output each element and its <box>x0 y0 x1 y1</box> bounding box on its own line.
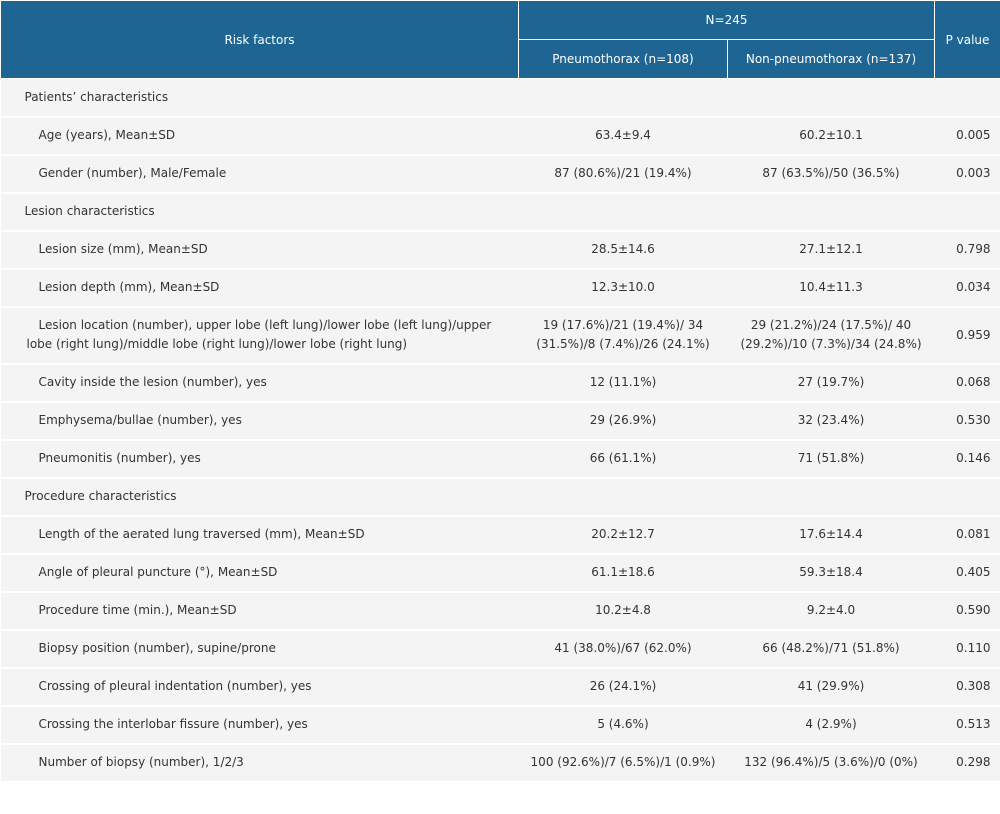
header-n-total: N=245 <box>519 1 935 40</box>
table-row <box>1 307 1000 364</box>
section-label: Lesion characteristics <box>1 193 519 231</box>
p-value: 0.110 <box>935 630 1000 668</box>
p-value: 0.959 <box>935 307 1000 364</box>
p-value: 0.005 <box>935 117 1000 155</box>
header-risk-factors: Risk factors <box>1 1 519 79</box>
pneumothorax-value: 26 (24.1%) <box>519 668 728 706</box>
table-row <box>1 668 1000 706</box>
pneumothorax-value: 5 (4.6%) <box>519 706 728 744</box>
pneumothorax-value: 28.5±14.6 <box>519 231 728 269</box>
table-row <box>1 155 1000 193</box>
pneumothorax-value: 12 (11.1%) <box>519 364 728 402</box>
risk-factor-label: Lesion location (number), upper lobe (left lung)/lower lobe (left lung)/upper lobe (right lung)/middle lobe (right lung)/lower lobe (right lung) <box>1 307 519 364</box>
p-value: 0.405 <box>935 554 1000 592</box>
section-p-value-cell <box>935 478 1000 516</box>
section-pneumothorax-cell <box>519 79 728 117</box>
non-pneumothorax-value: 66 (48.2%)/71 (51.8%) <box>728 630 935 668</box>
pneumothorax-value: 20.2±12.7 <box>519 516 728 554</box>
section-row <box>1 478 1000 516</box>
pneumothorax-value: 10.2±4.8 <box>519 592 728 630</box>
p-value: 0.081 <box>935 516 1000 554</box>
risk-factor-label: Biopsy position (number), supine/prone <box>1 630 519 668</box>
risk-factor-label: Pneumonitis (number), yes <box>1 440 519 478</box>
table-row <box>1 269 1000 307</box>
non-pneumothorax-value: 32 (23.4%) <box>728 402 935 440</box>
table-row <box>1 440 1000 478</box>
non-pneumothorax-value: 60.2±10.1 <box>728 117 935 155</box>
pneumothorax-value: 12.3±10.0 <box>519 269 728 307</box>
table-header <box>1 1 1000 79</box>
section-label: Procedure characteristics <box>1 478 519 516</box>
risk-factor-label: Lesion size (mm), Mean±SD <box>1 231 519 269</box>
section-pneumothorax-cell <box>519 478 728 516</box>
pneumothorax-value: 100 (92.6%)/7 (6.5%)/1 (0.9%) <box>519 744 728 782</box>
risk-factor-label: Age (years), Mean±SD <box>1 117 519 155</box>
p-value: 0.590 <box>935 592 1000 630</box>
table-row <box>1 706 1000 744</box>
non-pneumothorax-value: 17.6±14.4 <box>728 516 935 554</box>
non-pneumothorax-value: 41 (29.9%) <box>728 668 935 706</box>
section-non-pneumothorax-cell <box>728 478 935 516</box>
header-pneumothorax: Pneumothorax (n=108) <box>519 40 728 79</box>
table-row <box>1 231 1000 269</box>
section-row <box>1 193 1000 231</box>
non-pneumothorax-value: 4 (2.9%) <box>728 706 935 744</box>
section-non-pneumothorax-cell <box>728 79 935 117</box>
risk-factor-label: Crossing the interlobar fissure (number), yes <box>1 706 519 744</box>
risk-factor-label: Length of the aerated lung traversed (mm), Mean±SD <box>1 516 519 554</box>
non-pneumothorax-value: 27 (19.7%) <box>728 364 935 402</box>
table-row <box>1 364 1000 402</box>
p-value: 0.003 <box>935 155 1000 193</box>
table-body <box>1 79 1000 782</box>
p-value: 0.068 <box>935 364 1000 402</box>
p-value: 0.298 <box>935 744 1000 782</box>
pneumothorax-value: 66 (61.1%) <box>519 440 728 478</box>
pneumothorax-value: 41 (38.0%)/67 (62.0%) <box>519 630 728 668</box>
pneumothorax-value: 29 (26.9%) <box>519 402 728 440</box>
p-value: 0.034 <box>935 269 1000 307</box>
table-row <box>1 630 1000 668</box>
table-row <box>1 744 1000 782</box>
risk-factor-label: Gender (number), Male/Female <box>1 155 519 193</box>
non-pneumothorax-value: 71 (51.8%) <box>728 440 935 478</box>
risk-factor-label: Angle of pleural puncture (°), Mean±SD <box>1 554 519 592</box>
risk-factor-label: Crossing of pleural indentation (number), yes <box>1 668 519 706</box>
p-value: 0.530 <box>935 402 1000 440</box>
non-pneumothorax-value: 27.1±12.1 <box>728 231 935 269</box>
table-row <box>1 117 1000 155</box>
risk-factor-label: Lesion depth (mm), Mean±SD <box>1 269 519 307</box>
table-row <box>1 592 1000 630</box>
pneumothorax-value: 63.4±9.4 <box>519 117 728 155</box>
non-pneumothorax-value: 59.3±18.4 <box>728 554 935 592</box>
p-value: 0.513 <box>935 706 1000 744</box>
header-p-value: P value <box>935 1 1000 79</box>
pneumothorax-value: 87 (80.6%)/21 (19.4%) <box>519 155 728 193</box>
non-pneumothorax-value: 10.4±11.3 <box>728 269 935 307</box>
pneumothorax-value: 19 (17.6%)/21 (19.4%)/ 34 (31.5%)/8 (7.4%)/26 (24.1%) <box>519 307 728 364</box>
table-row <box>1 402 1000 440</box>
section-p-value-cell <box>935 193 1000 231</box>
header-non-pneumothorax: Non-pneumothorax (n=137) <box>728 40 935 79</box>
non-pneumothorax-value: 132 (96.4%)/5 (3.6%)/0 (0%) <box>728 744 935 782</box>
non-pneumothorax-value: 9.2±4.0 <box>728 592 935 630</box>
section-non-pneumothorax-cell <box>728 193 935 231</box>
non-pneumothorax-value: 87 (63.5%)/50 (36.5%) <box>728 155 935 193</box>
table-row <box>1 554 1000 592</box>
non-pneumothorax-value: 29 (21.2%)/24 (17.5%)/ 40 (29.2%)/10 (7.3%)/34 (24.8%) <box>728 307 935 364</box>
risk-factor-label: Number of biopsy (number), 1/2/3 <box>1 744 519 782</box>
section-row <box>1 79 1000 117</box>
risk-factor-label: Cavity inside the lesion (number), yes <box>1 364 519 402</box>
section-p-value-cell <box>935 79 1000 117</box>
section-label: Patients’ characteristics <box>1 79 519 117</box>
risk-factor-label: Procedure time (min.), Mean±SD <box>1 592 519 630</box>
risk-factor-label: Emphysema/bullae (number), yes <box>1 402 519 440</box>
p-value: 0.798 <box>935 231 1000 269</box>
p-value: 0.146 <box>935 440 1000 478</box>
section-pneumothorax-cell <box>519 193 728 231</box>
p-value: 0.308 <box>935 668 1000 706</box>
pneumothorax-value: 61.1±18.6 <box>519 554 728 592</box>
table-row <box>1 516 1000 554</box>
